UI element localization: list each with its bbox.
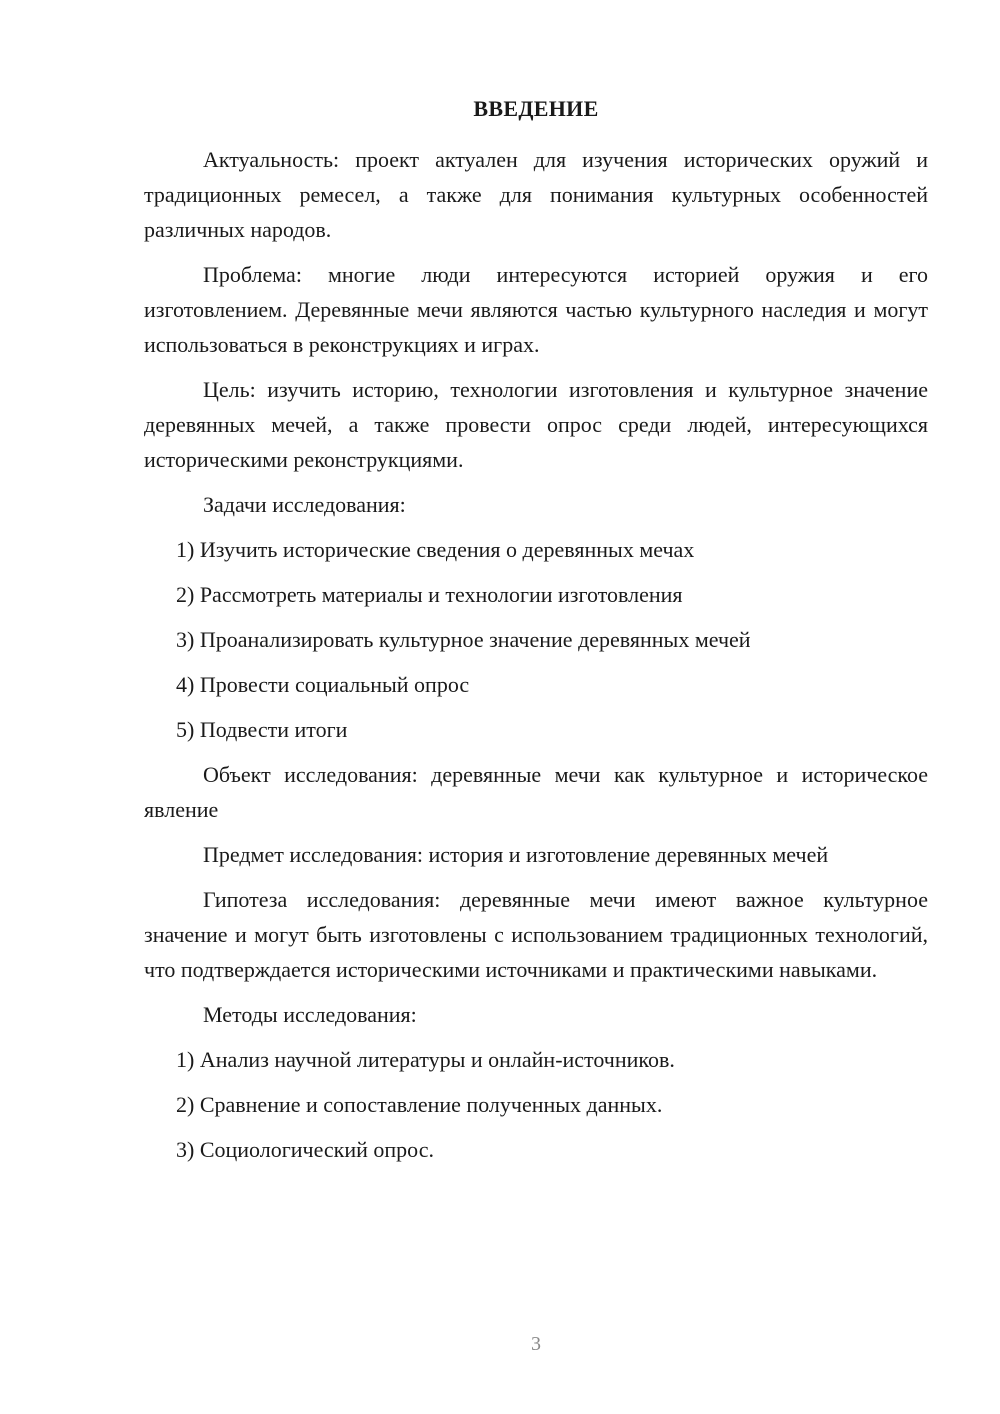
tasks-title: Задачи исследования: [203,492,406,517]
object-paragraph: Объект исследования: деревянные мечи как культурное и историческое явление [144,762,928,822]
section-heading: ВВЕДЕНИЕ [473,96,599,121]
list-item: 1) Изучить исторические сведения о деревянных мечах [176,537,695,562]
methods-title: Методы исследования: [203,1002,417,1027]
problem-paragraph: Проблема: многие люди интересуются историей оружия и его изготовлением. Деревянные мечи являются частью культурного наследия и могут использоваться в реконструкциях и играх. [144,262,928,357]
document-body [144,142,928,1177]
tasks-list [144,532,928,747]
relevance-paragraph: Актуальность: проект актуален для изучения исторических оружий и традиционных ремесел, а также для понимания культурных особенностей различных народов. [144,147,928,242]
methods-list [144,1042,928,1167]
list-item: 3) Проанализировать культурное значение деревянных мечей [176,627,751,652]
hypothesis-paragraph: Гипотеза исследования: деревянные мечи имеют важное культурное значение и могут быть изготовлены с использованием традиционных технологий, что подтверждается историческими источниками и практическими навыками. [144,887,928,982]
goal-paragraph: Цель: изучить историю, технологии изготовления и культурное значение деревянных мечей, а также провести опрос среди людей, интересующихся историческими реконструкциями. [144,377,928,472]
list-item: 2) Сравнение и сопоставление полученных данных. [176,1092,663,1117]
list-item: 3) Социологический опрос. [176,1137,434,1162]
list-item: 4) Провести социальный опрос [176,672,470,697]
subject-paragraph: Предмет исследования: история и изготовление деревянных мечей [203,842,829,867]
list-item: 1) Анализ научной литературы и онлайн-источников. [176,1047,675,1072]
list-item: 2) Рассмотреть материалы и технологии изготовления [176,582,683,607]
page-number: 3 [531,1333,541,1355]
list-item: 5) Подвести итоги [176,717,348,742]
